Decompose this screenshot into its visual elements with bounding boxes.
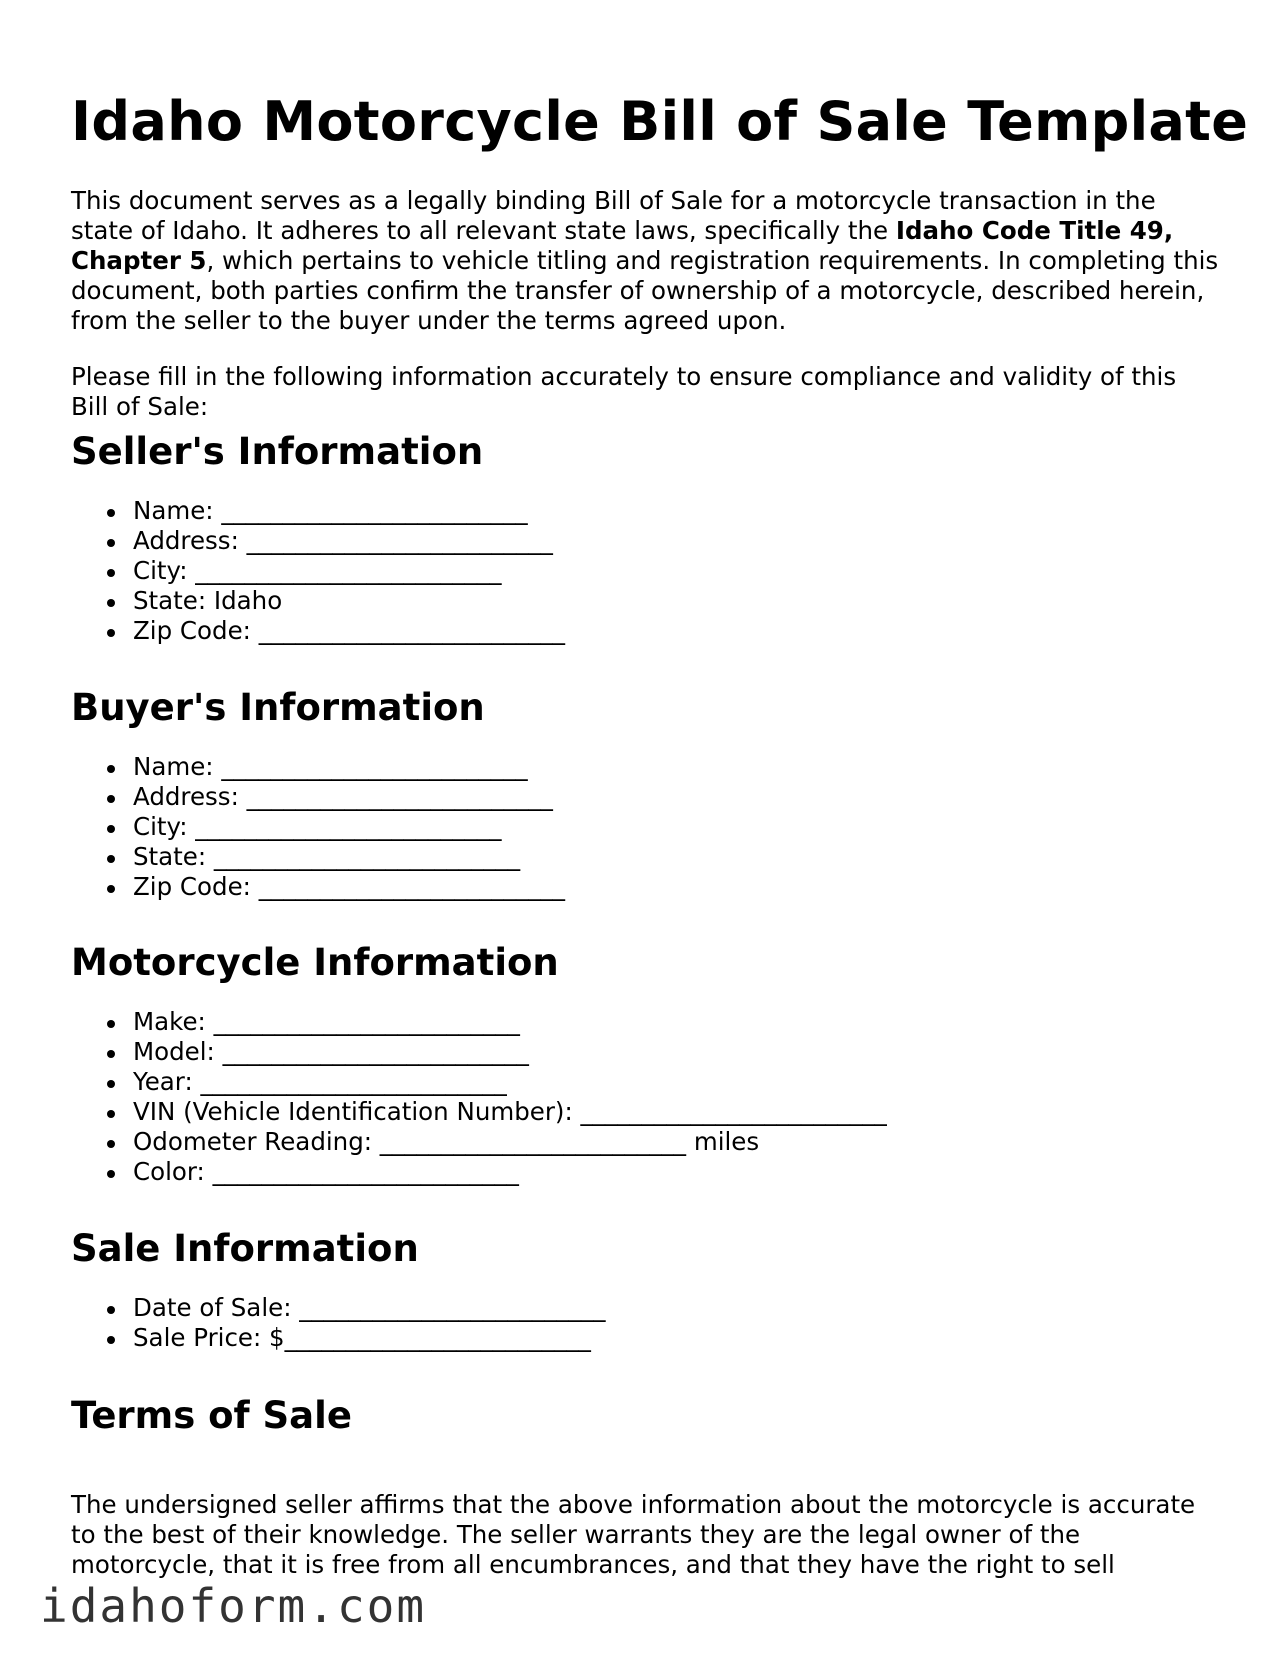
buyer-list xyxy=(71,752,565,902)
intro-code-reference: Idaho Code Title 49, Chapter 5 xyxy=(71,216,1174,275)
seller-list xyxy=(71,496,565,646)
watermark: idahoform.com xyxy=(40,1579,427,1633)
buyer-name-field[interactable]: Name: _________________________ xyxy=(71,752,565,782)
motorcycle-color-field[interactable]: Color: _________________________ xyxy=(71,1157,887,1187)
sale-heading: Sale Information xyxy=(71,1227,419,1270)
motorcycle-make-field[interactable]: Make: _________________________ xyxy=(71,1007,887,1037)
buyer-state-field[interactable]: State: _________________________ xyxy=(71,842,565,872)
seller-name-field[interactable]: Name: _________________________ xyxy=(71,496,565,526)
terms-paragraph: The undersigned seller affirms that the above information about the motorcycle is accurate to the best of their knowledge. The seller warrants they are the legal owner of the motorcycle, that it is free from all encumbrances, and that they have the right to sell xyxy=(71,1490,1196,1579)
seller-address-field[interactable]: Address: _________________________ xyxy=(71,526,565,556)
buyer-zip-field[interactable]: Zip Code: _________________________ xyxy=(71,872,565,902)
intro-paragraph xyxy=(71,186,1221,336)
page-title: Idaho Motorcycle Bill of Sale Template xyxy=(71,90,1249,153)
motorcycle-model-field[interactable]: Model: _________________________ xyxy=(71,1037,887,1067)
seller-heading: Seller's Information xyxy=(71,430,484,473)
seller-state-field: State: Idaho xyxy=(71,586,565,616)
seller-city-field[interactable]: City: _________________________ xyxy=(71,556,565,586)
terms-heading: Terms of Sale xyxy=(71,1394,352,1437)
motorcycle-vin-field[interactable]: VIN (Vehicle Identification Number): _________________________ xyxy=(71,1097,887,1127)
buyer-heading: Buyer's Information xyxy=(71,686,485,729)
sale-list xyxy=(71,1293,606,1353)
motorcycle-year-field[interactable]: Year: _________________________ xyxy=(71,1067,887,1097)
sale-date-field[interactable]: Date of Sale: _________________________ xyxy=(71,1293,606,1323)
motorcycle-heading: Motorcycle Information xyxy=(71,941,559,984)
motorcycle-odometer-field[interactable]: Odometer Reading: _________________________ miles xyxy=(71,1127,887,1157)
buyer-city-field[interactable]: City: _________________________ xyxy=(71,812,565,842)
seller-zip-field[interactable]: Zip Code: _________________________ xyxy=(71,616,565,646)
motorcycle-list xyxy=(71,1007,887,1187)
intro-text-2: , which pertains to vehicle titling and registration requirements. In completing this document, both parties confirm the transfer of ownership of a motorcycle, described herein, from the seller to the buyer under the terms agreed upon. xyxy=(71,246,1219,335)
intro-text-1: This document serves as a legally binding Bill of Sale for a motorcycle transaction in the state of Idaho. It adheres to all relevant state laws, specifically the xyxy=(71,186,1156,245)
sale-price-field[interactable]: Sale Price: $_________________________ xyxy=(71,1323,606,1353)
buyer-address-field[interactable]: Address: _________________________ xyxy=(71,782,565,812)
instructions-paragraph: Please fill in the following information accurately to ensure compliance and validity of this Bill of Sale: xyxy=(71,362,1177,421)
